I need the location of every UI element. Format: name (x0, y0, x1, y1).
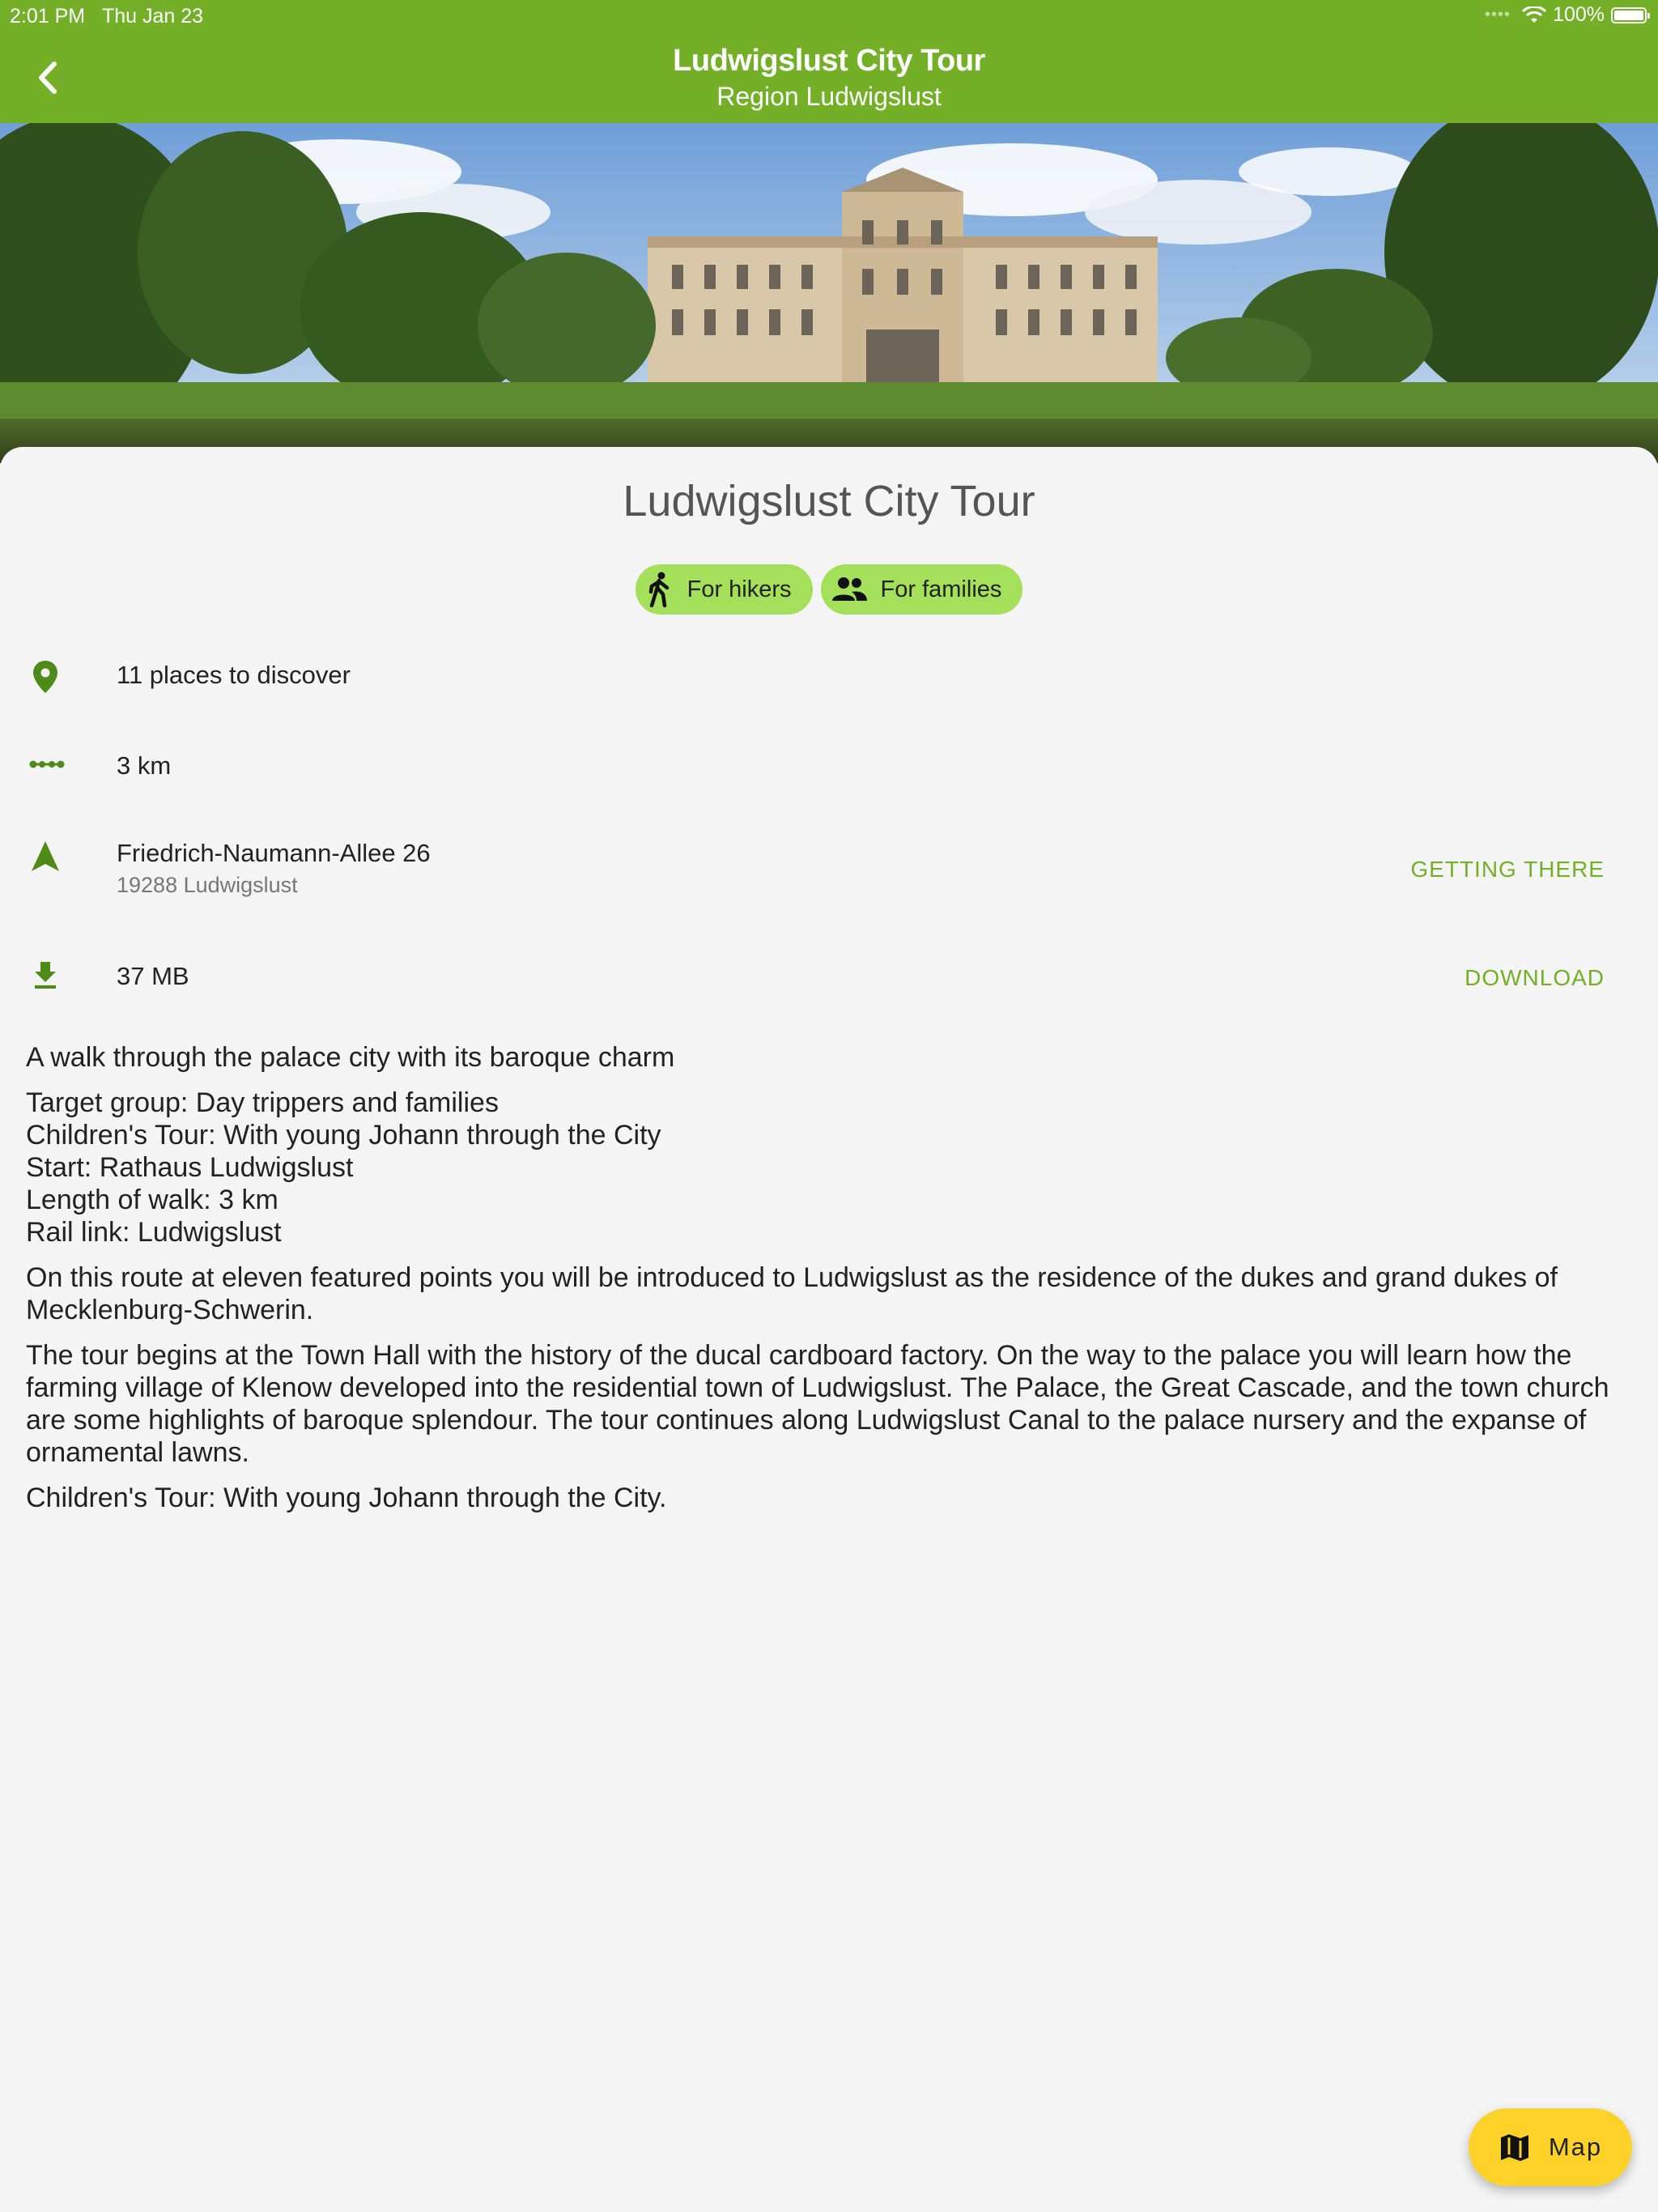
fact-line: Length of walk: 3 km (26, 1185, 278, 1215)
location-pin-icon (29, 659, 62, 695)
description-facts (26, 1087, 1629, 1249)
tag-chips (0, 564, 1658, 615)
address-city: 19288 Ludwigslust (117, 873, 298, 897)
app-bar-subtitle: Region Ludwigslust (716, 82, 942, 111)
status-date: Thu Jan 23 (102, 5, 204, 28)
description-intro: A walk through the palace city with its baroque charm (26, 1042, 675, 1073)
app-bar-titles (0, 44, 1658, 112)
tour-description (26, 1041, 1629, 1527)
address-row (0, 834, 1658, 907)
hiker-icon (645, 572, 674, 607)
description-paragraph: On this route at eleven featured points you will be introduced to Ludwigslust as the residence of the dukes and grand dukes of Mecklenburg-Schwerin. (26, 1262, 1558, 1325)
description-paragraph: Children's Tour: With young Johann through the City. (26, 1482, 667, 1513)
status-bar (0, 0, 1658, 32)
fact-line: Start: Rathaus Ludwigslust (26, 1152, 354, 1183)
chip-label-hikers: For hikers (687, 576, 792, 602)
map-fab-button[interactable] (1469, 2108, 1632, 2186)
app-bar (0, 32, 1658, 123)
map-fab-label: Map (1548, 2133, 1603, 2161)
distance-row (0, 747, 1658, 795)
battery-icon (1611, 7, 1647, 23)
family-icon (831, 576, 868, 602)
download-icon (29, 959, 62, 991)
hero-image (0, 123, 1658, 463)
fact-line: Target group: Day trippers and families (26, 1087, 499, 1118)
address-street: Friedrich-Naumann-Allee 26 (117, 839, 431, 867)
map-icon (1499, 2131, 1531, 2163)
wifi-icon (1522, 6, 1546, 24)
places-count: 11 places to discover (117, 661, 351, 689)
fact-line: Rail link: Ludwigslust (26, 1217, 282, 1248)
getting-there-button[interactable]: GETTING THERE (1410, 857, 1605, 882)
app-bar-title: Ludwigslust City Tour (673, 44, 985, 78)
places-row (0, 656, 1658, 704)
download-row (0, 957, 1658, 1006)
battery-percent: 100% (1553, 3, 1605, 26)
tour-title: Ludwigslust City Tour (623, 477, 1035, 525)
navigation-arrow-icon (29, 839, 62, 874)
distance-value: 3 km (117, 751, 172, 780)
description-paragraph: The tour begins at the Town Hall with the history of the ducal cardboard factory. On the way to the palace you will learn how the farming village of Klenow developed into the residential town of Ludwigslust. The Palace, the Great Cascade, and the town church are some highlights of baroque splendour. The tour continues along Ludwigslust Canal to the palace nursery and the expanse of ornamental lawns. (26, 1340, 1609, 1468)
status-time: 2:01 PM (10, 5, 86, 28)
status-right (1485, 3, 1647, 27)
route-distance-icon (29, 756, 65, 772)
chip-for-hikers[interactable] (636, 564, 813, 615)
download-button[interactable]: DOWNLOAD (1465, 965, 1605, 990)
chip-label-families: For families (880, 576, 1002, 602)
download-size: 37 MB (117, 962, 189, 990)
fact-line: Children's Tour: With young Johann through the City (26, 1120, 661, 1151)
chip-for-families[interactable] (821, 564, 1023, 615)
signal-icon: •••• (1485, 6, 1511, 23)
